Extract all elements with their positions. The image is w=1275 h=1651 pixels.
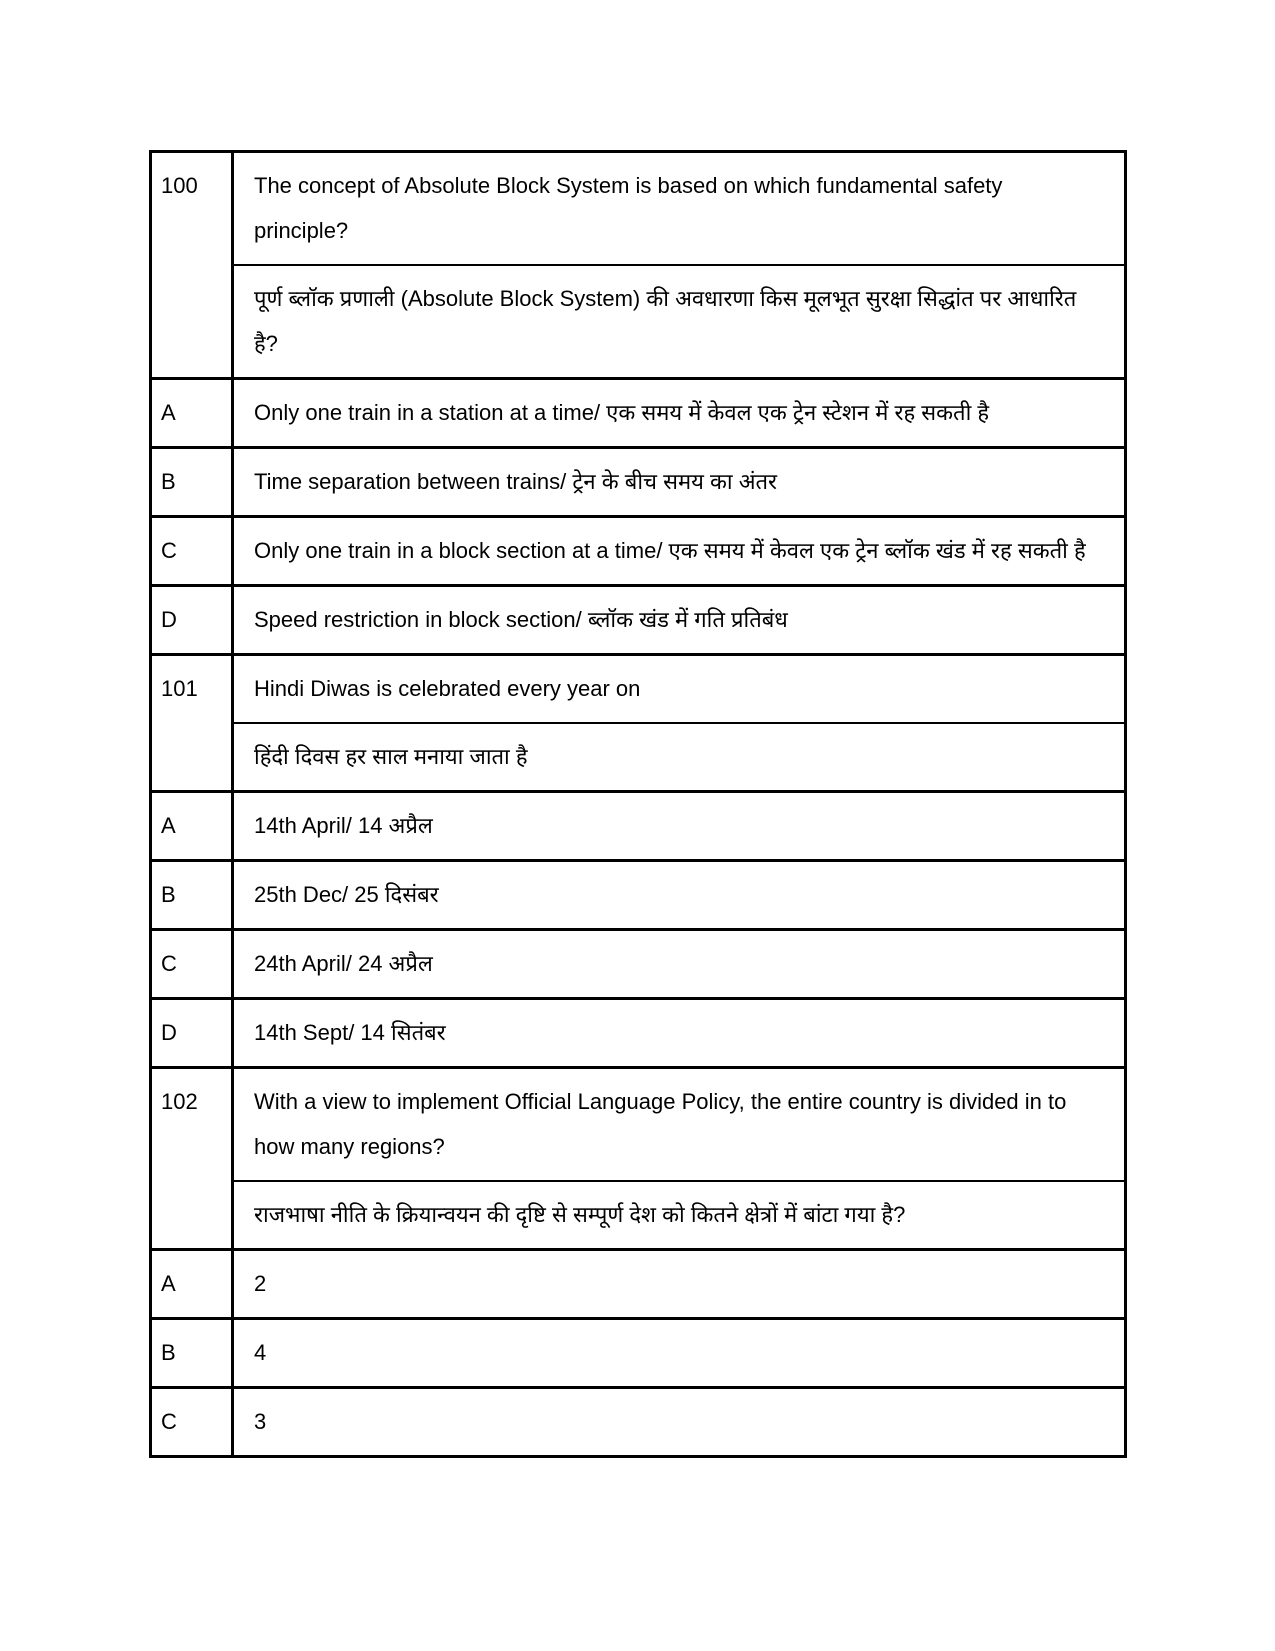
option-label-cell: D [151, 586, 233, 655]
option-label-cell: A [151, 1250, 233, 1319]
option-row [151, 1319, 1126, 1388]
question-row-en [151, 1068, 1126, 1182]
option-label-cell: C [151, 517, 233, 586]
question-number-cell: 100 [151, 152, 233, 379]
question-row-en [151, 152, 1126, 266]
option-text-cell: 14th Sept/ 14 सितंबर [233, 999, 1126, 1068]
question-text-hi: पूर्ण ब्लॉक प्रणाली (Absolute Block System) की अवधारणा किस मूलभूत सुरक्षा सिद्धांत पर आधारित है? [233, 265, 1126, 379]
question-text-en: The concept of Absolute Block System is based on which fundamental safety principle? [233, 152, 1126, 266]
option-row [151, 930, 1126, 999]
question-text-en: Hindi Diwas is celebrated every year on [233, 655, 1126, 724]
question-table [149, 150, 1127, 1458]
option-text-cell: 24th April/ 24 अप्रैल [233, 930, 1126, 999]
option-text-cell: 14th April/ 14 अप्रैल [233, 792, 1126, 861]
option-row [151, 1388, 1126, 1457]
option-row [151, 586, 1126, 655]
option-row [151, 861, 1126, 930]
option-label-cell: A [151, 792, 233, 861]
option-text-cell: 3 [233, 1388, 1126, 1457]
question-row-hi [151, 723, 1126, 792]
option-text-cell: Time separation between trains/ ट्रेन के बीच समय का अंतर [233, 448, 1126, 517]
option-label-cell: C [151, 1388, 233, 1457]
option-label-cell: C [151, 930, 233, 999]
option-label-cell: B [151, 861, 233, 930]
option-row [151, 379, 1126, 448]
question-text-hi: हिंदी दिवस हर साल मनाया जाता है [233, 723, 1126, 792]
option-text-cell: Speed restriction in block section/ ब्लॉक खंड में गति प्रतिबंध [233, 586, 1126, 655]
question-row-en [151, 655, 1126, 724]
option-row [151, 792, 1126, 861]
option-row [151, 1250, 1126, 1319]
question-number-cell: 102 [151, 1068, 233, 1250]
option-label-cell: B [151, 448, 233, 517]
option-row [151, 999, 1126, 1068]
option-text-cell: Only one train in a block section at a time/ एक समय में केवल एक ट्रेन ब्लॉक खंड में रह सकती है [233, 517, 1126, 586]
option-label-cell: D [151, 999, 233, 1068]
option-row [151, 448, 1126, 517]
question-row-hi [151, 265, 1126, 379]
question-number-cell: 101 [151, 655, 233, 792]
option-text-cell: 4 [233, 1319, 1126, 1388]
option-label-cell: A [151, 379, 233, 448]
question-text-en: With a view to implement Official Language Policy, the entire country is divided in to how many regions? [233, 1068, 1126, 1182]
option-text-cell: Only one train in a station at a time/ एक समय में केवल एक ट्रेन स्टेशन में रह सकती है [233, 379, 1126, 448]
option-text-cell: 25th Dec/ 25 दिसंबर [233, 861, 1126, 930]
question-row-hi [151, 1181, 1126, 1250]
option-text-cell: 2 [233, 1250, 1126, 1319]
question-text-hi: राजभाषा नीति के क्रियान्वयन की दृष्टि से सम्पूर्ण देश को कितने क्षेत्रों में बांटा गया है? [233, 1181, 1126, 1250]
question-table-body [151, 152, 1126, 1457]
option-label-cell: B [151, 1319, 233, 1388]
option-row [151, 517, 1126, 586]
